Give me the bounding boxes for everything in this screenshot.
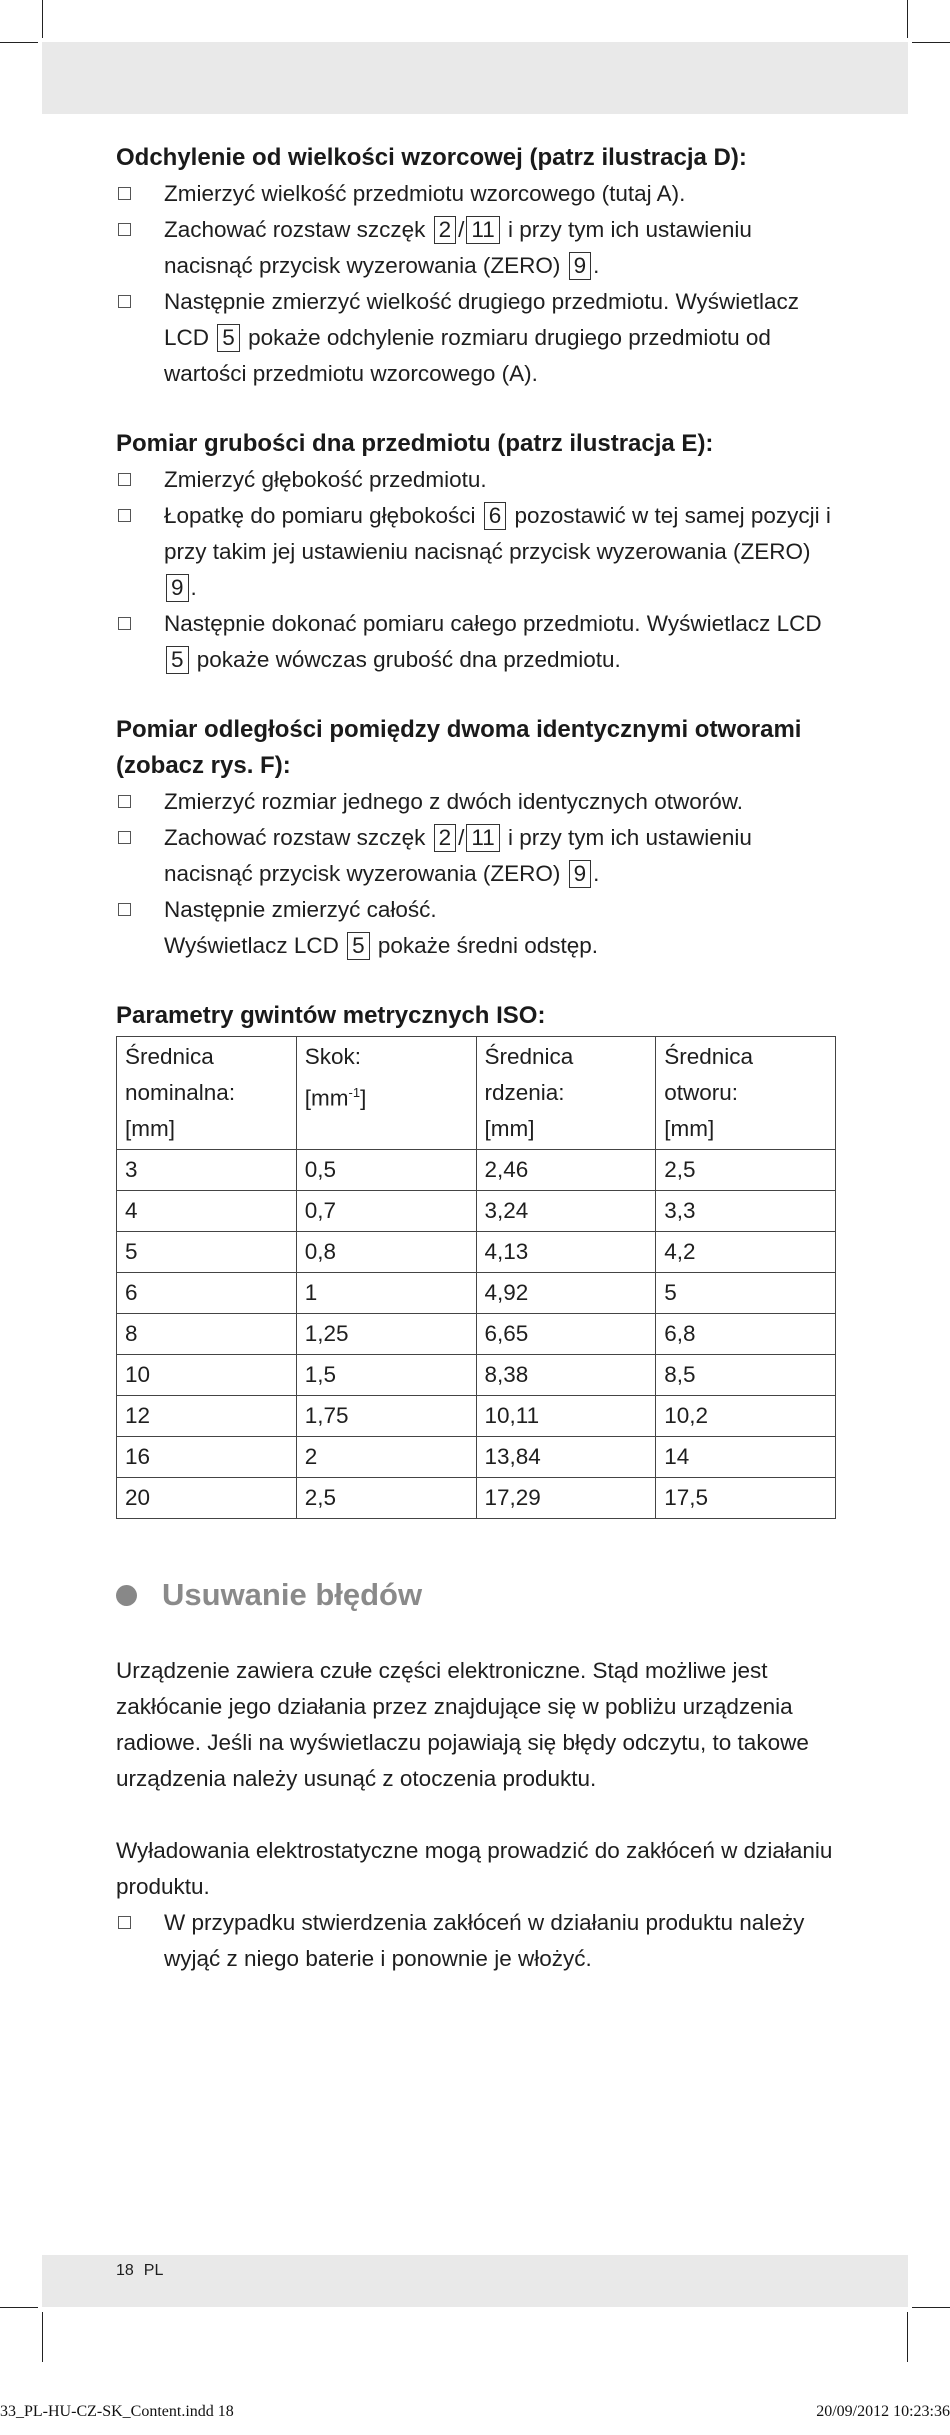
table-cell: 14 [656,1437,836,1478]
checkbox-icon [118,295,131,308]
table-row [117,1150,836,1191]
item-text: Wyświetlacz LCD [164,933,339,958]
table-cell: 1,5 [296,1355,476,1396]
deviation-section [116,140,836,392]
period-text: . [190,575,197,600]
crop-mark [907,2312,908,2362]
crop-mark [42,0,43,38]
table-cell: 10,2 [656,1396,836,1437]
thickness-section [116,426,836,678]
ref-box: 9 [569,860,592,888]
iso-table-body [117,1150,836,1519]
paragraph: Wyładowania elektrostatyczne mogą prowadzić do zakłóceń w działaniu produktu. [116,1838,833,1899]
header-cell: Średnica rdzenia: [mm] [476,1037,656,1150]
table-cell: 5 [656,1273,836,1314]
list-item [116,892,836,964]
table-cell: 13,84 [476,1437,656,1478]
item-text: pozostawić w tej samej pozycji i przy takim jej ustawieniu nacisnąć przycisk wyzerowania (ZERO) [164,503,831,564]
table-cell: 1 [296,1273,476,1314]
ref-box: 2 [434,824,457,852]
item-text: i przy tym ich ustawieniu nacisnąć przycisk wyzerowania (ZERO) [164,825,752,886]
list-item [116,284,836,392]
slash-text: / [458,217,465,242]
table-cell: 3,3 [656,1191,836,1232]
table-cell: 10,11 [476,1396,656,1437]
list-item [116,462,836,498]
ref-box: 9 [166,574,189,602]
table-cell: 17,5 [656,1478,836,1519]
crop-mark [0,2307,38,2308]
checkbox-icon [118,1916,131,1929]
table-row [117,1355,836,1396]
header-cell: Skok: $[mm^{-1}]$ [296,1037,476,1150]
table-cell: 0,8 [296,1232,476,1273]
crop-mark [0,42,38,43]
item-text: Następnie zmierzyć całość. [164,897,437,922]
table-cell: 6,65 [476,1314,656,1355]
ref-box: 11 [466,216,499,244]
item-text: Następnie dokonać pomiaru całego przedmiotu. Wyświetlacz LCD [164,611,822,636]
checkbox-icon [118,795,131,808]
paragraph: Urządzenie zawiera czułe części elektroniczne. Stąd możliwe jest zakłócanie jego działania przez znajdujące się w pobliżu urządzenia radiowe. Jeśli na wyświetlaczu pojawiają się błędy odczytu, to takowe urządzenia należy usunąć z otoczenia produktu. [116,1658,809,1791]
table-row [117,1437,836,1478]
item-text: Zachować rozstaw szczęk [164,825,426,850]
checkbox-icon [118,473,131,486]
table-cell: 5 [117,1232,297,1273]
page-number-value: 18 [116,2262,134,2279]
table-cell: 20 [117,1478,297,1519]
troubleshooting-heading: Usuwanie błędów [162,1577,423,1612]
crop-mark [42,2312,43,2362]
checkbox-icon [118,509,131,522]
page-number [116,2262,173,2280]
table-header-row [117,1037,836,1150]
table-cell: 3 [117,1150,297,1191]
table-cell: 1,25 [296,1314,476,1355]
table-cell: 4,92 [476,1273,656,1314]
ref-box: 5 [166,646,189,674]
table-row [117,1273,836,1314]
checkbox-icon [118,617,131,630]
list-item [116,1905,836,1977]
item-text: i przy tym ich ustawieniu nacisnąć przycisk wyzerowania (ZERO) [164,217,752,278]
table-cell: 1,75 [296,1396,476,1437]
item-text: Zachować rozstaw szczęk [164,217,426,242]
item-text: Zmierzyć głębokość przedmiotu. [164,467,487,492]
table-cell: 2,46 [476,1150,656,1191]
table-row [117,1478,836,1519]
item-text: Następnie zmierzyć wielkość drugiego przedmiotu. Wyświetlacz LCD [164,289,800,350]
bullet-dot-icon [116,1585,137,1606]
ref-box: 5 [217,324,240,352]
table-cell: 3,24 [476,1191,656,1232]
list-item [116,498,836,606]
item-text: Zmierzyć wielkość przedmiotu wzorcowego (tutaj A). [164,181,686,206]
distance-heading: Pomiar odległości pomiędzy dwoma identycznymi otworami (zobacz rys. F): [116,716,802,779]
list-item [116,820,836,892]
table-row [117,1232,836,1273]
table-cell: 6,8 [656,1314,836,1355]
crop-mark [907,0,908,38]
item-text: Łopatkę do pomiaru głębokości [164,503,476,528]
distance-section [116,712,836,964]
iso-table [116,1036,836,1519]
table-cell: 4,13 [476,1232,656,1273]
table-cell: 12 [117,1396,297,1437]
troubleshooting-title [116,1577,836,1613]
table-cell: 8,38 [476,1355,656,1396]
table-cell: 0,7 [296,1191,476,1232]
header-cell: Średnica otworu: [mm] [656,1037,836,1150]
ref-box: 5 [347,932,370,960]
deviation-heading: Odchylenie od wielkości wzorcowej (patrz ilustracja D): [116,144,747,171]
table-cell: 6 [117,1273,297,1314]
header-cell: Średnica nominalna: [mm] [117,1037,297,1150]
table-row [117,1191,836,1232]
list-item [116,176,836,212]
table-cell: 2,5 [296,1478,476,1519]
print-date-info: 20/09/2012 10:23:36 [816,2403,950,2420]
ref-box: 11 [466,824,499,852]
list-item [116,606,836,678]
item-text: pokaże odchylenie rozmiaru drugiego przedmiotu od wartości przedmiotu wzorcowego (A). [164,325,771,386]
crop-mark [912,42,950,43]
slash-text: / [458,825,465,850]
period-text: . [593,861,600,886]
ref-box: 2 [434,216,457,244]
item-text: W przypadku stwierdzenia zakłóceń w działaniu produktu należy wyjąć z niego baterie i ponownie je włożyć. [164,1910,805,1971]
checkbox-icon [118,831,131,844]
checkbox-icon [118,223,131,236]
list-item [116,784,836,820]
table-row [117,1314,836,1355]
table-cell: 0,5 [296,1150,476,1191]
list-item [116,212,836,284]
page-content [116,140,836,1977]
item-text: pokaże średni odstęp. [377,933,599,958]
table-cell: 4,2 [656,1232,836,1273]
crop-mark [912,2307,950,2308]
ref-box: 6 [484,502,507,530]
table-cell: 2,5 [656,1150,836,1191]
table-row [117,1396,836,1437]
iso-section [116,998,836,1519]
checkbox-icon [118,903,131,916]
print-file-info: 33_PL-HU-CZ-SK_Content.indd 18 [0,2403,234,2420]
ref-box: 9 [569,252,592,280]
period-text: . [593,253,600,278]
table-cell: 16 [117,1437,297,1478]
thickness-heading: Pomiar grubości dna przedmiotu (patrz ilustracja E): [116,430,714,457]
table-cell: 8,5 [656,1355,836,1396]
table-cell: 10 [117,1355,297,1396]
language-code: PL [143,2262,164,2279]
table-cell: 4 [117,1191,297,1232]
table-cell: 8 [117,1314,297,1355]
table-cell: 2 [296,1437,476,1478]
table-cell: 17,29 [476,1478,656,1519]
item-text: Zmierzyć rozmiar jednego z dwóch identycznych otworów. [164,789,743,814]
iso-heading: Parametry gwintów metrycznych ISO: [116,1002,546,1029]
header-band [42,42,908,114]
item-text: pokaże wówczas grubość dna przedmiotu. [196,647,621,672]
checkbox-icon [118,187,131,200]
